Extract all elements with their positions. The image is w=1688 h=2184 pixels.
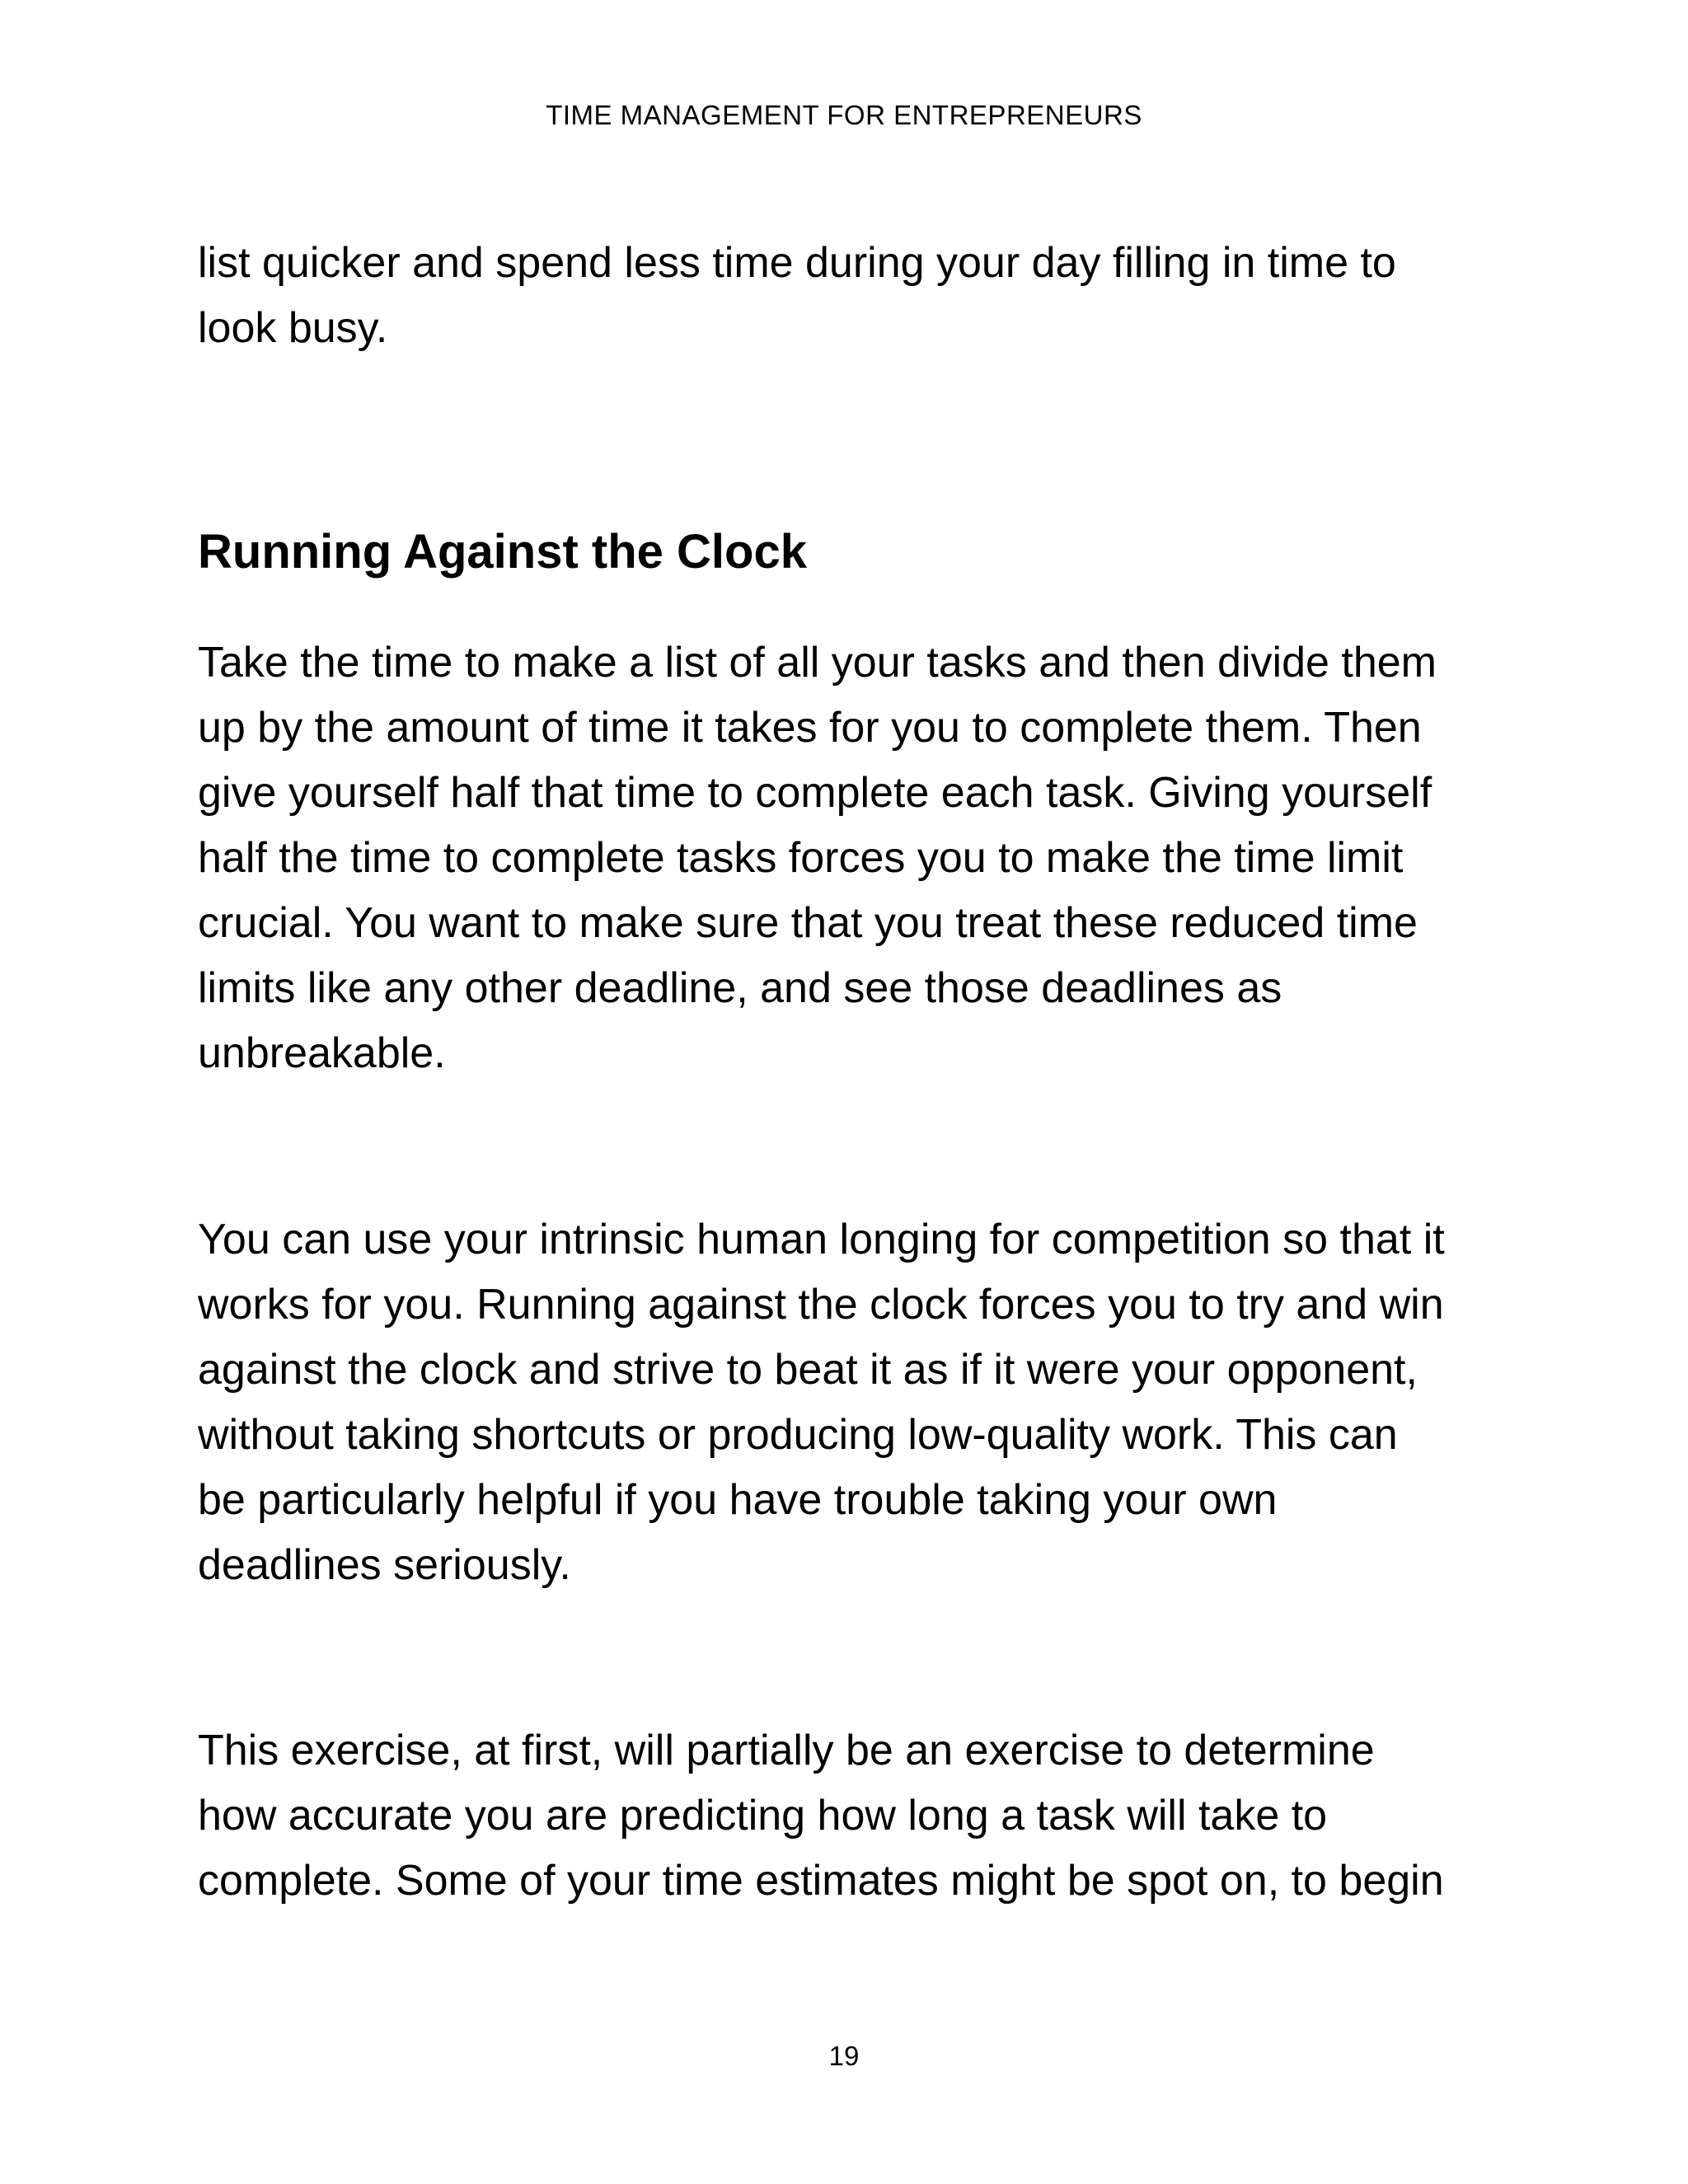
intro-paragraph: [198, 231, 1533, 361]
section-heading: Running Against the Clock: [198, 525, 807, 579]
paragraph-line: look busy.: [198, 304, 388, 352]
paragraph-line: limits like any other deadline, and see those deadlines as: [198, 964, 1282, 1012]
paragraph-line: deadlines seriously.: [198, 1541, 571, 1589]
paragraph-2: [198, 1207, 1533, 1598]
paragraph-line: works for you. Running against the clock forces you to try and win: [198, 1281, 1444, 1329]
paragraph-line: crucial. You want to make sure that you treat these reduced time: [198, 899, 1418, 947]
paragraph-line: be particularly helpful if you have trouble taking your own: [198, 1476, 1278, 1524]
paragraph-3: [198, 1718, 1533, 1914]
paragraph-line: half the time to complete tasks forces you to make the time limit: [198, 834, 1404, 882]
paragraph-line: up by the amount of time it takes for you to complete them. Then: [198, 704, 1422, 752]
paragraph-line: how accurate you are predicting how long a task will take to: [198, 1792, 1328, 1840]
page-number: 19: [828, 2041, 860, 2071]
paragraph-line: list quicker and spend less time during your day filling in time to: [198, 239, 1396, 287]
paragraph-line: give yourself half that time to complete each task. Giving yourself: [198, 769, 1432, 817]
paragraph-line: unbreakable.: [198, 1029, 446, 1077]
paragraph-line: without taking shortcuts or producing low-quality work. This can: [198, 1411, 1398, 1459]
paragraph-line: You can use your intrinsic human longing for competition so that it: [198, 1216, 1445, 1263]
paragraph-line: against the clock and strive to beat it as if it were your opponent,: [198, 1346, 1418, 1394]
running-header: TIME MANAGEMENT FOR ENTREPRENEURS: [546, 100, 1142, 130]
paragraph-1: [198, 630, 1533, 1086]
paragraph-line: This exercise, at first, will partially be an exercise to determine: [198, 1727, 1375, 1774]
paragraph-line: complete. Some of your time estimates might be spot on, to begin: [198, 1857, 1444, 1905]
paragraph-line: Take the time to make a list of all your tasks and then divide them: [198, 639, 1437, 687]
